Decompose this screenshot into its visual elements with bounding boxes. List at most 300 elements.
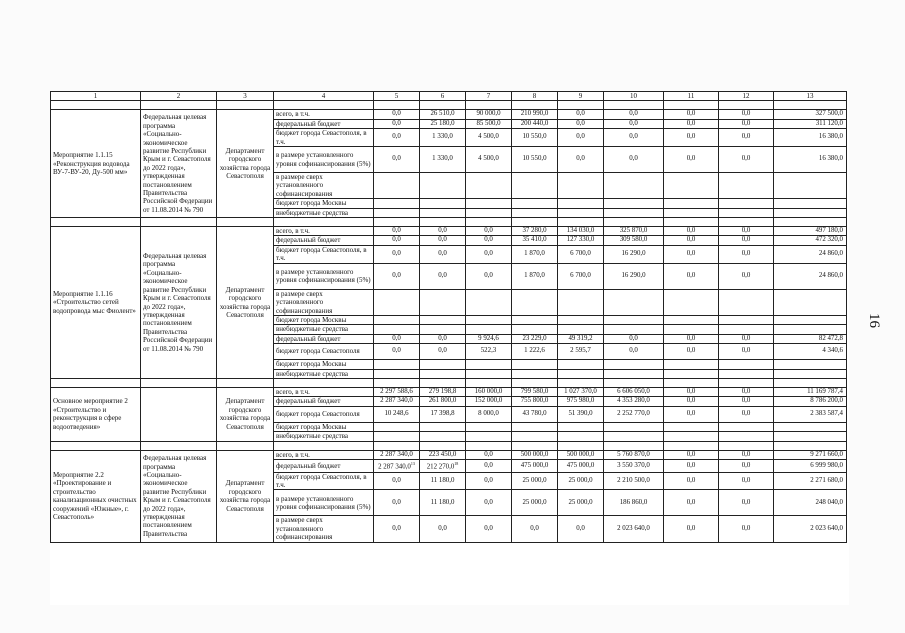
column-number: 10 — [604, 92, 664, 101]
value-cell: 0,0 — [420, 227, 466, 236]
value-cell: 82 472,8 — [774, 334, 847, 343]
value-cell — [604, 289, 664, 315]
value-cell: 0,0 — [664, 263, 719, 289]
value-cell — [719, 325, 774, 334]
value-cell: 85 500,0 — [466, 119, 512, 128]
value-cell: 0,0 — [420, 516, 466, 542]
value-cell: 0,0 — [664, 450, 719, 459]
value-cell — [512, 432, 558, 441]
value-cell — [374, 325, 420, 334]
measure-name: Мероприятие 1.1.16 «Строительство сетей водопровода мыс Фиолент» — [51, 227, 141, 379]
value-cell: 1 027 370,0 — [558, 387, 604, 396]
value-cell — [719, 422, 774, 431]
funding-source: в размере установленного уровня софинансирования (5%) — [274, 490, 374, 516]
value-cell — [774, 289, 847, 315]
value-cell: 186 860,0 — [604, 490, 664, 516]
value-cell: 0,0 — [664, 344, 719, 360]
footnote-mark: 13 — [410, 460, 415, 466]
value-cell: 6 700,0 — [558, 245, 604, 263]
value-cell: 10 550,0 — [512, 147, 558, 173]
value-cell: 8 000,0 — [466, 406, 512, 422]
value-cell — [374, 422, 420, 431]
value-cell: 0,0 — [558, 119, 604, 128]
value-cell: 309 580,0 — [604, 236, 664, 245]
value-cell — [719, 432, 774, 441]
page-number: 16 — [866, 313, 882, 328]
value-cell: 0,0 — [374, 236, 420, 245]
value-cell: 500 000,0 — [512, 450, 558, 459]
value-cell — [774, 208, 847, 217]
budget-table — [50, 91, 847, 543]
value-cell — [664, 289, 719, 315]
value-cell: 0,0 — [664, 459, 719, 472]
value-cell: 37 280,0 — [512, 227, 558, 236]
value-cell: 0,0 — [466, 245, 512, 263]
table-row — [51, 450, 847, 459]
footnote-mark: 18 — [454, 460, 459, 466]
value-cell: 25 180,0 — [420, 119, 466, 128]
value-cell: 25 000,0 — [558, 472, 604, 490]
value-cell: 522,3 — [466, 344, 512, 360]
funding-source: федеральный бюджет — [274, 459, 374, 472]
value-cell — [420, 360, 466, 369]
program-cell — [141, 387, 217, 441]
value-cell — [466, 369, 512, 378]
value-cell: 6 606 050,0 — [604, 387, 664, 396]
value-cell: 0,0 — [664, 147, 719, 173]
value-cell — [604, 315, 664, 324]
value-cell: 16 290,0 — [604, 263, 664, 289]
value-cell: 0,0 — [466, 472, 512, 490]
value-cell — [420, 422, 466, 431]
value-cell: 0,0 — [604, 110, 664, 119]
value-cell: 11 180,0 — [420, 490, 466, 516]
value-cell: 0,0 — [374, 334, 420, 343]
funding-source: в размере установленного уровня софинансирования (5%) — [274, 263, 374, 289]
value-cell — [604, 199, 664, 208]
value-cell: 325 870,0 — [604, 227, 664, 236]
value-cell: 0,0 — [558, 129, 604, 147]
executor-cell: Департамент городского хозяйства города Севастополя — [217, 227, 274, 379]
value-cell — [466, 325, 512, 334]
value-cell — [466, 199, 512, 208]
funding-source: в размере сверх установленного софинансирования — [274, 516, 374, 542]
value-cell — [719, 289, 774, 315]
value-cell — [664, 369, 719, 378]
value-cell: 0,0 — [664, 397, 719, 406]
value-cell — [374, 369, 420, 378]
funding-source: бюджет города Севастополя, в т.ч. — [274, 129, 374, 147]
value-cell — [604, 432, 664, 441]
value-cell — [664, 360, 719, 369]
value-cell — [558, 325, 604, 334]
value-cell — [664, 432, 719, 441]
value-cell: 24 860,0 — [774, 245, 847, 263]
program-cell: Федеральная целевая программа «Социально-экономическое развитие Республики Крым и г. Севастополя до 2022 года», утвержденная постановлением Правительства Российской Федерации от 11.08.2014 № 790 — [141, 227, 217, 379]
column-number: 7 — [466, 92, 512, 101]
value-cell: 0,0 — [719, 344, 774, 360]
value-cell — [420, 369, 466, 378]
value-cell: 0,0 — [719, 472, 774, 490]
funding-source: бюджет города Севастополя — [274, 406, 374, 422]
value-cell: 25 000,0 — [512, 490, 558, 516]
value-cell: 3 550 370,0 — [604, 459, 664, 472]
budget-table-sheet — [50, 91, 849, 605]
value-cell: 0,0 — [420, 263, 466, 289]
value-cell: 0,0 — [374, 119, 420, 128]
value-cell — [664, 325, 719, 334]
value-cell — [374, 199, 420, 208]
value-cell: 0,0 — [604, 119, 664, 128]
spacer-row — [51, 218, 847, 227]
value-cell — [512, 289, 558, 315]
value-cell — [774, 325, 847, 334]
value-cell: 160 000,0 — [466, 387, 512, 396]
value-cell: 0,0 — [719, 334, 774, 343]
value-cell — [420, 199, 466, 208]
value-cell: 0,0 — [719, 245, 774, 263]
value-cell: 8 786 200,0 — [774, 397, 847, 406]
value-cell — [512, 199, 558, 208]
value-cell: 0,0 — [719, 227, 774, 236]
value-cell: 500 000,0 — [558, 450, 604, 459]
value-cell — [719, 208, 774, 217]
value-cell: 16 380,0 — [774, 147, 847, 173]
value-cell — [558, 199, 604, 208]
value-cell: 0,0 — [719, 263, 774, 289]
value-cell: 497 180,0 — [774, 227, 847, 236]
value-cell — [558, 432, 604, 441]
table-row — [51, 387, 847, 396]
column-number: 13 — [774, 92, 847, 101]
value-cell: 475 000,0 — [558, 459, 604, 472]
value-cell: 0,0 — [466, 459, 512, 472]
value-cell — [774, 369, 847, 378]
value-cell — [374, 289, 420, 315]
value-cell: 127 330,0 — [558, 236, 604, 245]
value-cell: 0,0 — [664, 406, 719, 422]
value-cell: 0,0 — [374, 516, 420, 542]
funding-source: бюджет города Москвы — [274, 422, 374, 431]
value-cell: 2 252 770,0 — [604, 406, 664, 422]
value-cell: 0,0 — [604, 147, 664, 173]
value-cell — [466, 315, 512, 324]
value-cell — [512, 315, 558, 324]
value-cell: 0,0 — [719, 406, 774, 422]
value-cell — [558, 360, 604, 369]
funding-source: бюджет города Севастополя, в т.ч. — [274, 472, 374, 490]
value-cell: 1 222,6 — [512, 344, 558, 360]
value-cell — [512, 369, 558, 378]
column-number: 6 — [420, 92, 466, 101]
spacer-row — [51, 441, 847, 450]
value-cell: 5 760 870,0 — [604, 450, 664, 459]
measure-name: Основное мероприятие 2 «Строительство и реконструкция в сфере водоотведения» — [51, 387, 141, 441]
value-cell — [420, 432, 466, 441]
value-cell: 152 000,0 — [466, 397, 512, 406]
value-cell: 25 000,0 — [512, 472, 558, 490]
value-cell: 2 287 340,0$^{13}$ — [374, 459, 420, 472]
value-cell: 0,0 — [719, 490, 774, 516]
measure-name: Мероприятие 1.1.15 «Реконструкция водовода ВУ-7-ВУ-20, Ду-500 мм» — [51, 110, 141, 218]
value-cell: 0,0 — [466, 450, 512, 459]
funding-source: внебюджетные средства — [274, 208, 374, 217]
value-cell — [604, 360, 664, 369]
value-cell: 0,0 — [374, 472, 420, 490]
value-cell — [774, 173, 847, 199]
value-cell: 0,0 — [604, 344, 664, 360]
value-cell: 2 595,7 — [558, 344, 604, 360]
funding-source: федеральный бюджет — [274, 397, 374, 406]
value-cell: 279 198,8 — [420, 387, 466, 396]
value-cell: 0,0 — [719, 129, 774, 147]
value-cell — [466, 173, 512, 199]
value-cell: 24 860,0 — [774, 263, 847, 289]
value-cell: 0,0 — [604, 334, 664, 343]
funding-source: федеральный бюджет — [274, 334, 374, 343]
value-cell: 51 390,0 — [558, 406, 604, 422]
value-cell — [774, 199, 847, 208]
funding-source: бюджет города Москвы — [274, 360, 374, 369]
column-number: 11 — [664, 92, 719, 101]
value-cell: 0,0 — [374, 147, 420, 173]
value-cell — [420, 173, 466, 199]
value-cell: 0,0 — [664, 334, 719, 343]
value-cell: 0,0 — [374, 344, 420, 360]
value-cell: 248 040,0 — [774, 490, 847, 516]
value-cell: 2 383 587,4 — [774, 406, 847, 422]
value-cell: 0,0 — [664, 110, 719, 119]
value-cell — [719, 315, 774, 324]
value-cell: 200 440,0 — [512, 119, 558, 128]
funding-source: федеральный бюджет — [274, 236, 374, 245]
value-cell: 0,0 — [664, 227, 719, 236]
value-cell — [664, 173, 719, 199]
executor-cell: Департамент городского хозяйства города Севастополя — [217, 110, 274, 218]
value-cell — [558, 173, 604, 199]
value-cell: 0,0 — [719, 119, 774, 128]
value-cell: 0,0 — [664, 472, 719, 490]
value-cell: 2 287 340,0 — [374, 450, 420, 459]
column-number: 2 — [141, 92, 217, 101]
column-number: 12 — [719, 92, 774, 101]
value-cell: 0,0 — [466, 490, 512, 516]
funding-source: бюджет города Москвы — [274, 315, 374, 324]
funding-source: в размере установленного уровня софинансирования (5%) — [274, 147, 374, 173]
column-number: 4 — [274, 92, 374, 101]
value-cell: 0,0 — [420, 245, 466, 263]
value-cell: 0,0 — [420, 236, 466, 245]
value-cell — [558, 369, 604, 378]
table-row — [51, 110, 847, 119]
value-cell: 0,0 — [466, 227, 512, 236]
value-cell — [374, 208, 420, 217]
funding-source: всего, в т.ч. — [274, 387, 374, 396]
column-number: 9 — [558, 92, 604, 101]
value-cell: 755 800,0 — [512, 397, 558, 406]
value-cell: 2 271 680,0 — [774, 472, 847, 490]
value-cell: 0,0 — [558, 147, 604, 173]
value-cell: 2 297 588,6 — [374, 387, 420, 396]
value-cell: 1 330,0 — [420, 129, 466, 147]
value-cell: 49 319,2 — [558, 334, 604, 343]
value-cell: 210 990,0 — [512, 110, 558, 119]
value-cell: 0,0 — [664, 129, 719, 147]
value-cell — [558, 289, 604, 315]
executor-cell: Департамент городского хозяйства города Севастополя — [217, 387, 274, 441]
value-cell — [512, 360, 558, 369]
measure-name: Мероприятие 2.2 «Проектирование и строительство канализационных очистных сооружений «Южные», г. Севастополь» — [51, 450, 141, 542]
value-cell — [604, 369, 664, 378]
value-cell: 0,0 — [374, 227, 420, 236]
value-cell: 0,0 — [374, 129, 420, 147]
value-cell — [719, 360, 774, 369]
value-cell: 0,0 — [420, 334, 466, 343]
value-cell: 0,0 — [466, 263, 512, 289]
value-cell: 26 510,0 — [420, 110, 466, 119]
value-cell — [466, 432, 512, 441]
value-cell: 0,0 — [719, 459, 774, 472]
column-number: 8 — [512, 92, 558, 101]
value-cell: 9 271 660,0 — [774, 450, 847, 459]
value-cell — [420, 289, 466, 315]
value-cell: 4 340,6 — [774, 344, 847, 360]
value-cell: 0,0 — [604, 129, 664, 147]
value-cell — [774, 315, 847, 324]
value-cell — [558, 422, 604, 431]
value-cell — [420, 315, 466, 324]
program-cell: Федеральная целевая программа «Социально-экономическое развитие Республики Крым и г. Севастополя до 2022 года», утвержденная постановлением Правительства — [141, 450, 217, 542]
value-cell: 43 780,0 — [512, 406, 558, 422]
value-cell: 0,0 — [512, 516, 558, 542]
value-cell — [420, 208, 466, 217]
funding-source: всего, в т.ч. — [274, 450, 374, 459]
value-cell — [466, 289, 512, 315]
value-cell — [466, 422, 512, 431]
column-number: 1 — [51, 92, 141, 101]
value-cell — [719, 369, 774, 378]
value-cell: 35 410,0 — [512, 236, 558, 245]
value-cell: 4 500,0 — [466, 129, 512, 147]
value-cell: 0,0 — [374, 110, 420, 119]
value-cell: 4 353 280,0 — [604, 397, 664, 406]
column-number-row — [51, 92, 847, 101]
value-cell — [512, 422, 558, 431]
value-cell: 0,0 — [664, 490, 719, 516]
value-cell — [604, 325, 664, 334]
value-cell: 472 320,0 — [774, 236, 847, 245]
value-cell: 2 023 640,0 — [604, 516, 664, 542]
value-cell: 0,0 — [374, 263, 420, 289]
funding-source: внебюджетные средства — [274, 325, 374, 334]
column-number: 5 — [374, 92, 420, 101]
value-cell: 23 229,0 — [512, 334, 558, 343]
value-cell: 10 550,0 — [512, 129, 558, 147]
program-cell: Федеральная целевая программа «Социально-экономическое развитие Республики Крым и г. Севастополя до 2022 года», утвержденная постановлением Правительства Российской Федерации от 11.08.2014 № 790 — [141, 110, 217, 218]
spacer-row — [51, 101, 847, 110]
value-cell: 17 398,8 — [420, 406, 466, 422]
value-cell: 327 500,0 — [774, 110, 847, 119]
value-cell — [604, 208, 664, 217]
value-cell — [664, 208, 719, 217]
value-cell: 1 870,0 — [512, 245, 558, 263]
value-cell: 2 210 500,0 — [604, 472, 664, 490]
value-cell — [604, 173, 664, 199]
value-cell: 6 700,0 — [558, 263, 604, 289]
value-cell: 0,0 — [664, 119, 719, 128]
executor-cell: Департамент городского хозяйства города Севастополя — [217, 450, 274, 542]
value-cell: 11 180,0 — [420, 472, 466, 490]
value-cell — [374, 315, 420, 324]
value-cell: 4 500,0 — [466, 147, 512, 173]
value-cell: 9 924,6 — [466, 334, 512, 343]
funding-source: внебюджетные средства — [274, 432, 374, 441]
value-cell — [774, 432, 847, 441]
value-cell: 0,0 — [719, 147, 774, 173]
value-cell: 25 000,0 — [558, 490, 604, 516]
value-cell: 0,0 — [466, 236, 512, 245]
value-cell — [719, 199, 774, 208]
funding-source: всего, в т.ч. — [274, 110, 374, 119]
value-cell: 223 450,0 — [420, 450, 466, 459]
value-cell — [512, 208, 558, 217]
value-cell: 0,0 — [719, 110, 774, 119]
value-cell: 16 290,0 — [604, 245, 664, 263]
value-cell: 212 270,0$^{18}$ — [420, 459, 466, 472]
value-cell: 0,0 — [664, 236, 719, 245]
value-cell — [664, 422, 719, 431]
funding-source: бюджет города Севастополя, в т.ч. — [274, 245, 374, 263]
value-cell: 10 248,6 — [374, 406, 420, 422]
funding-source: бюджет города Севастополя — [274, 344, 374, 360]
value-cell: 799 580,0 — [512, 387, 558, 396]
value-cell — [512, 325, 558, 334]
value-cell: 261 800,0 — [420, 397, 466, 406]
value-cell: 2 023 640,0 — [774, 516, 847, 542]
spacer-row — [51, 378, 847, 387]
value-cell: 975 980,0 — [558, 397, 604, 406]
value-cell: 0,0 — [664, 516, 719, 542]
value-cell: 0,0 — [374, 245, 420, 263]
value-cell: 0,0 — [374, 490, 420, 516]
funding-source: внебюджетные средства — [274, 369, 374, 378]
funding-source: бюджет города Москвы — [274, 199, 374, 208]
value-cell — [558, 208, 604, 217]
value-cell: 6 999 980,0 — [774, 459, 847, 472]
value-cell — [774, 422, 847, 431]
value-cell: 0,0 — [664, 387, 719, 396]
value-cell: 90 000,0 — [466, 110, 512, 119]
value-cell — [374, 432, 420, 441]
funding-source: федеральный бюджет — [274, 119, 374, 128]
value-cell — [558, 315, 604, 324]
column-number: 3 — [217, 92, 274, 101]
value-cell: 134 030,0 — [558, 227, 604, 236]
funding-source: всего, в т.ч. — [274, 227, 374, 236]
funding-source: в размере сверх установленного софинансирования — [274, 289, 374, 315]
value-cell: 0,0 — [719, 236, 774, 245]
value-cell: 1 330,0 — [420, 147, 466, 173]
value-cell: 311 120,0 — [774, 119, 847, 128]
value-cell: 1 870,0 — [512, 263, 558, 289]
value-cell — [466, 360, 512, 369]
value-cell: 475 000,0 — [512, 459, 558, 472]
value-cell: 11 169 787,4 — [774, 387, 847, 396]
value-cell — [664, 315, 719, 324]
value-cell — [719, 173, 774, 199]
value-cell: 0,0 — [558, 110, 604, 119]
value-cell — [466, 208, 512, 217]
